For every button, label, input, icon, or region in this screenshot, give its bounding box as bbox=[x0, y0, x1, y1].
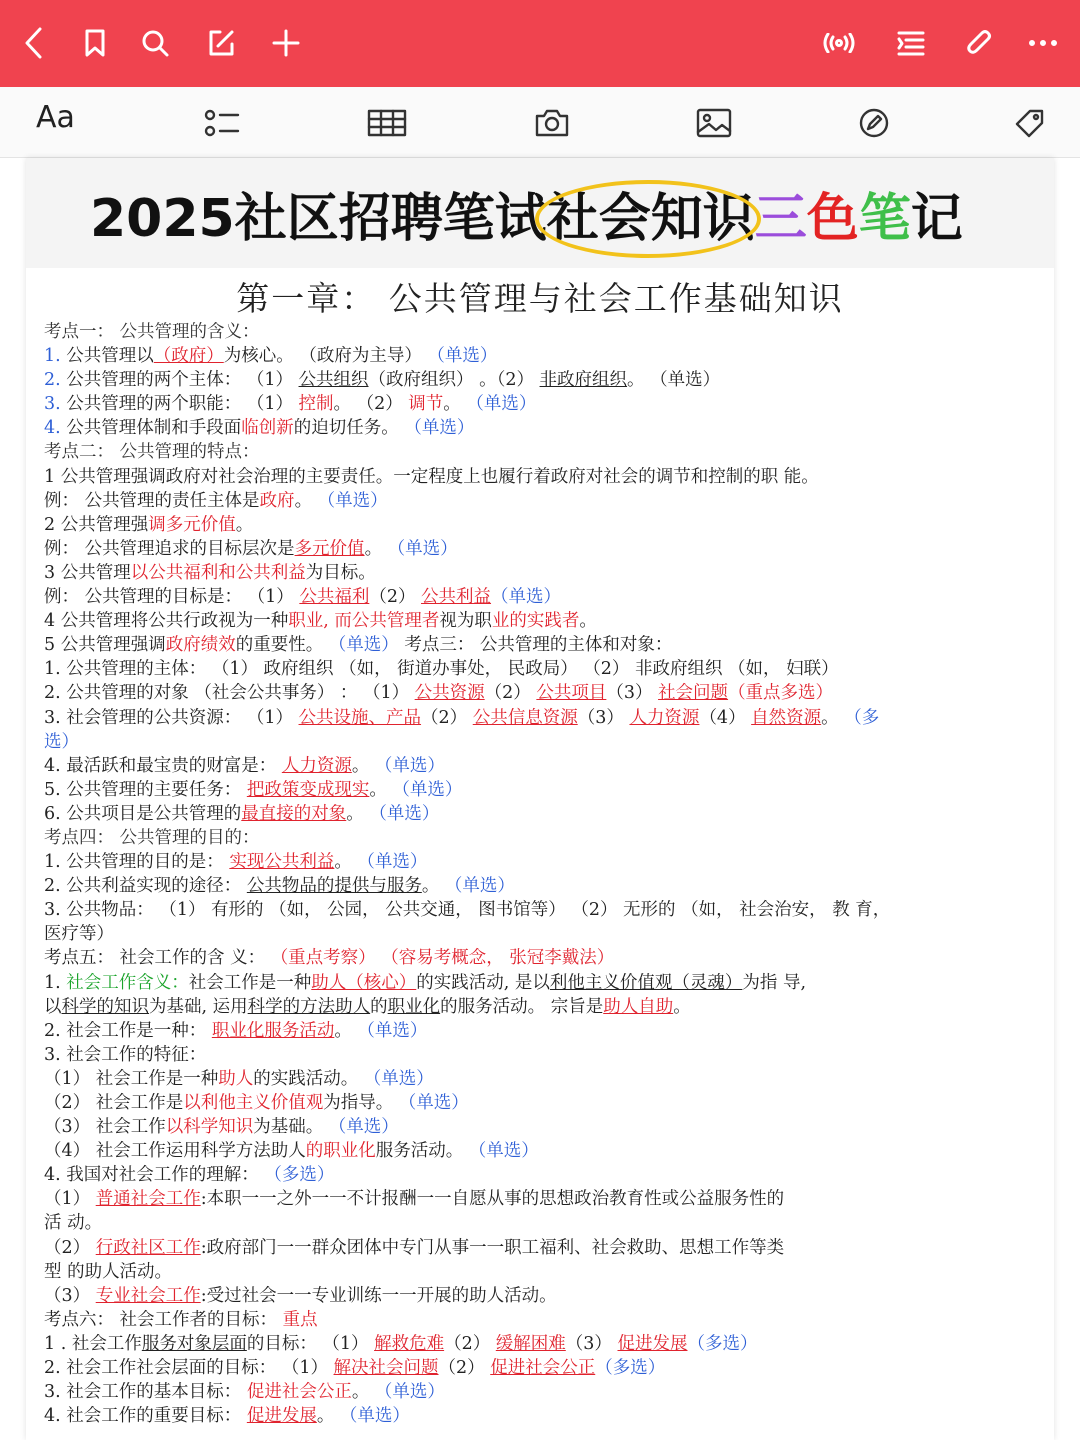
note-text: :政府部门一一群众团体中专门从事一一职工福利、社会救助、思想工作等类 bbox=[200, 1237, 785, 1258]
note-text: （单选） bbox=[328, 635, 399, 656]
note-text: 的实践活动, 是以 bbox=[416, 972, 550, 993]
note-line bbox=[44, 730, 1034, 754]
note-text: （多选） bbox=[595, 1358, 666, 1379]
note-line bbox=[44, 1067, 1034, 1091]
note-line bbox=[44, 1163, 1034, 1187]
note-text: （单选） bbox=[404, 418, 475, 439]
note-text: 促进社会公正 bbox=[246, 1382, 352, 1403]
note-text: （3） bbox=[565, 1333, 618, 1354]
note-text: 3. 社会工作的基本目标： bbox=[44, 1382, 247, 1403]
note-text: （1） 社会工作是一种 bbox=[44, 1068, 219, 1089]
note-text: 考点六： 社会工作者的目标： bbox=[44, 1309, 283, 1330]
note-text: （2） 社会工作是 bbox=[44, 1093, 184, 1113]
note-text: 科学的知识 bbox=[61, 996, 149, 1017]
note-text: 例： 公共管理的目标是： （1） bbox=[44, 587, 300, 608]
note-text: （2） bbox=[44, 1237, 96, 1258]
note-text: （单选） bbox=[374, 755, 445, 776]
note-text: 6. 公共项目是公共管理的 bbox=[44, 803, 242, 824]
note-text: 促进发展 bbox=[617, 1333, 688, 1354]
note-line bbox=[44, 633, 1034, 657]
note-text: 2. 公共利益实现的途径： bbox=[44, 876, 247, 897]
note-line bbox=[44, 922, 1034, 946]
note-text: 促进发展 bbox=[246, 1406, 317, 1427]
note-line bbox=[44, 513, 1034, 537]
note-text: （3） bbox=[606, 683, 659, 704]
note-text: （单选） bbox=[374, 1382, 445, 1403]
note-line bbox=[44, 778, 1034, 802]
note-line bbox=[44, 1380, 1034, 1404]
note-text: 。 bbox=[421, 876, 445, 897]
note-text: 4 公共管理将公共行政视为一种 bbox=[44, 611, 289, 632]
back-icon[interactable] bbox=[14, 22, 56, 64]
note-text: （4） 社会工作运用科学方法助人 bbox=[44, 1141, 306, 1162]
note-text: 公共管理以 bbox=[60, 346, 154, 367]
note-text: 2 公共管理强 bbox=[44, 514, 149, 535]
note-text: 公共项目 bbox=[536, 683, 607, 704]
note-text: 。 （2） bbox=[333, 394, 409, 415]
note-text: （单选） bbox=[317, 490, 388, 511]
note-text: 。 bbox=[369, 779, 393, 800]
note-text: 为核心。 （政府为主导） bbox=[223, 346, 428, 367]
note-text: 的目标： （1） bbox=[246, 1333, 375, 1354]
note-text: 公共设施、产品 bbox=[298, 707, 422, 728]
note-text: 的职业化 bbox=[305, 1141, 376, 1162]
note-text: 1 . 社会工作 bbox=[44, 1333, 142, 1354]
note-line bbox=[44, 1356, 1034, 1380]
banner-char-4: 记 bbox=[910, 189, 963, 249]
note-line bbox=[44, 1043, 1034, 1067]
note-text: （多选） bbox=[264, 1165, 335, 1186]
note-text: 例： 公共管理的责任主体是 bbox=[44, 490, 260, 511]
note-line bbox=[44, 971, 1034, 995]
banner-title bbox=[90, 186, 963, 252]
note-line bbox=[44, 681, 1034, 705]
note-text: 公共资源 bbox=[414, 683, 485, 704]
note-text: 考点三： 公共管理的主体和对象： bbox=[398, 635, 673, 656]
note-text: 。 bbox=[294, 490, 318, 511]
note-text: 职业化 bbox=[387, 996, 441, 1017]
note-text: 政府绩效 bbox=[165, 635, 236, 656]
note-text: 助人自助 bbox=[603, 996, 674, 1017]
note-text: 以公共福利和公共利益 bbox=[130, 562, 306, 583]
note-text: 行政社区工作 bbox=[95, 1237, 201, 1258]
note-text: 把政策变成现实 bbox=[246, 779, 370, 800]
note-text: 助人（核心） bbox=[311, 972, 417, 993]
note-line bbox=[44, 1211, 1034, 1235]
note-text: 考点二： 公共管理的特点： bbox=[44, 442, 260, 463]
note-line bbox=[44, 537, 1034, 561]
note-line bbox=[44, 1308, 1034, 1332]
note-text: 以利他主义价值观 bbox=[183, 1093, 324, 1113]
note-text: 4. 最活跃和最宝贵的财富是： bbox=[44, 755, 282, 776]
note-line bbox=[44, 1332, 1034, 1356]
note-text: 解决社会问题 bbox=[333, 1358, 439, 1379]
note-text: 为指 导, bbox=[742, 972, 807, 993]
note-text: 公共管理体制和手段面 bbox=[60, 418, 242, 439]
note-line bbox=[44, 585, 1034, 609]
text-style-button[interactable]: Aa bbox=[36, 100, 75, 135]
note-text: （单选） bbox=[369, 803, 440, 824]
note-text: 普通社会工作 bbox=[95, 1189, 201, 1210]
title-banner bbox=[26, 158, 1054, 268]
note-line bbox=[44, 1284, 1034, 1308]
note-text: 。 bbox=[235, 514, 254, 535]
note-text: （单选） bbox=[328, 1117, 399, 1138]
note-text: 3. bbox=[44, 394, 61, 415]
note-line bbox=[44, 754, 1034, 778]
broadcast-icon[interactable] bbox=[818, 22, 860, 64]
checklist-icon[interactable] bbox=[200, 101, 244, 145]
note-text: 以 bbox=[44, 996, 62, 1017]
note-text: 自然资源 bbox=[751, 707, 822, 728]
note-text: 社会工作是一种 bbox=[188, 972, 312, 993]
banner-circled: 社会知识 bbox=[547, 186, 755, 252]
note-line bbox=[44, 392, 1034, 416]
note-text: 5 公共管理强调 bbox=[44, 635, 166, 656]
note-text: 公共利益 bbox=[421, 587, 492, 608]
note-text: :本职一一之外一一不计报酬一一自愿从事的思想政治教育性或公益服务性的 bbox=[200, 1189, 785, 1210]
note-line bbox=[44, 561, 1034, 585]
note-text: （单选） bbox=[491, 587, 562, 608]
note-text: 。 bbox=[364, 538, 388, 559]
note-line bbox=[44, 416, 1034, 440]
note-text: 科学的方法助人 bbox=[247, 996, 371, 1017]
note-line bbox=[44, 802, 1034, 826]
note-text: 社会工作含义： bbox=[66, 972, 189, 993]
chapter-title: 第一章： 公共管理与社会工作基础知识 bbox=[236, 279, 844, 318]
camera-icon[interactable] bbox=[530, 101, 574, 145]
note-text: 公共管理的两个主体： （1） bbox=[60, 370, 299, 391]
note-text: 助人 bbox=[218, 1068, 254, 1089]
note-text: 非政府组织 bbox=[539, 370, 628, 391]
note-text: 公共组织 bbox=[298, 370, 369, 391]
note-text: 2. 公共管理的对象 （社会公共事务） ： （1） bbox=[44, 683, 415, 704]
note-line bbox=[44, 1187, 1034, 1211]
table-icon[interactable] bbox=[365, 101, 409, 145]
note-text: （多选） bbox=[687, 1333, 758, 1354]
note-text: （2） bbox=[444, 1333, 496, 1354]
banner-char-1: 三 bbox=[754, 189, 807, 249]
note-text: 促进社会公正 bbox=[490, 1358, 596, 1379]
note-line bbox=[44, 946, 1034, 970]
note-text: 的重要性。 bbox=[235, 635, 329, 656]
document-body bbox=[44, 320, 1034, 1428]
bookmark-icon[interactable] bbox=[74, 22, 116, 64]
note-text: 。 （单选） bbox=[627, 370, 721, 391]
note-text: 职业, 而公共管理者 bbox=[288, 611, 440, 632]
note-text: 为基础, 运用 bbox=[149, 996, 248, 1017]
note-text: 3. 公共物品： （1） 有形的 （如， 公园， 公共交通， 图书馆等） （2） 无形的 （如， 社会治安， 教 育， bbox=[44, 900, 891, 921]
add-icon[interactable] bbox=[265, 22, 307, 64]
note-page bbox=[26, 158, 1054, 1440]
note-line bbox=[44, 368, 1034, 392]
highlight-ring bbox=[535, 180, 761, 258]
note-text: 为目标。 bbox=[305, 562, 376, 583]
note-text: 考点一： 公共管理的含义： bbox=[44, 322, 260, 342]
note-text: 人力资源 bbox=[629, 707, 700, 728]
note-line bbox=[44, 706, 1034, 730]
note-text: 4. 社会工作的重要目标： bbox=[44, 1406, 247, 1427]
note-text: 调节 bbox=[408, 394, 444, 415]
note-text: 2. 社会工作是一种： bbox=[44, 1020, 212, 1041]
note-text: （2） bbox=[438, 1358, 491, 1379]
top-nav-bar bbox=[0, 0, 1080, 87]
note-text: 视为职 bbox=[439, 611, 492, 632]
note-text: 1 公共管理强调政府对社会治理的主要责任。一定程度上也履行着政府对社会的调节和控制的职 能。 bbox=[44, 466, 819, 487]
note-line bbox=[44, 657, 1034, 681]
note-text: 以科学知识 bbox=[165, 1117, 254, 1138]
note-line bbox=[44, 1236, 1034, 1260]
note-line bbox=[44, 1115, 1034, 1139]
note-text: 型 的助人活动。 bbox=[44, 1261, 173, 1282]
note-text: （4） bbox=[699, 707, 752, 728]
note-text: （单选） bbox=[357, 1020, 428, 1041]
note-text: （单选） bbox=[357, 852, 428, 873]
note-text: （单选） bbox=[392, 779, 463, 800]
note-text: 为基础。 bbox=[253, 1117, 329, 1138]
note-text: 人力资源 bbox=[281, 755, 352, 776]
note-text: 活 动。 bbox=[44, 1213, 103, 1234]
note-line bbox=[44, 826, 1034, 850]
note-text: （多 bbox=[844, 707, 880, 728]
note-text: 4. bbox=[44, 418, 61, 439]
note-text: 解救危难 bbox=[374, 1333, 445, 1354]
sketch-icon[interactable] bbox=[852, 101, 896, 145]
edit-icon[interactable] bbox=[200, 22, 242, 64]
note-text: 。 bbox=[316, 1406, 340, 1427]
note-text: 考点四： 公共管理的目的： bbox=[44, 827, 260, 848]
banner-char-3: 笔 bbox=[858, 189, 911, 249]
note-line bbox=[44, 1019, 1034, 1043]
attachment-icon[interactable] bbox=[958, 22, 1000, 64]
note-text: 为指导。 bbox=[323, 1093, 399, 1113]
note-line bbox=[44, 1404, 1034, 1428]
note-line bbox=[44, 995, 1034, 1019]
note-line bbox=[44, 489, 1034, 513]
note-text: 3. 社会工作的特征： bbox=[44, 1044, 207, 1065]
note-line bbox=[44, 344, 1034, 368]
note-line bbox=[44, 609, 1034, 633]
banner-char-2: 色 bbox=[806, 189, 859, 249]
note-text: （单选） bbox=[339, 1406, 410, 1427]
note-text: 利他主义价值观（灵魂） bbox=[549, 972, 743, 993]
note-text: 医疗等） bbox=[44, 924, 114, 945]
note-line bbox=[44, 850, 1034, 874]
note-text: （重点考察） （容易考概念， 张冠李戴法） bbox=[270, 948, 615, 969]
note-text: 5. 公共管理的主要任务： bbox=[44, 779, 247, 800]
note-text: 4. 我国对社会工作的理解： bbox=[44, 1165, 265, 1186]
note-text: 。 bbox=[334, 852, 358, 873]
note-text: 社会问题 bbox=[658, 683, 729, 704]
note-text: （单选） bbox=[466, 394, 537, 415]
note-line bbox=[44, 320, 1034, 344]
note-text: （3） bbox=[44, 1285, 96, 1306]
note-text: 2. bbox=[44, 370, 61, 391]
note-text: 。 bbox=[351, 755, 375, 776]
note-text: 的迫切任务。 bbox=[293, 418, 405, 439]
note-text: 。 bbox=[443, 394, 467, 415]
note-line bbox=[44, 874, 1034, 898]
note-text: 1. bbox=[44, 346, 61, 367]
note-text: （2） bbox=[484, 683, 537, 704]
note-text: 考点五： 社会工作的含 义： bbox=[44, 948, 271, 969]
note-text: 1. 公共管理的主体： （1） 政府组织 （如， 街道办事处， 民政局） （2） 非政府组织 （如， 妇联） bbox=[44, 659, 839, 680]
note-text: :受过社会一一专业训练一一开展的助人活动。 bbox=[200, 1285, 557, 1306]
more-icon[interactable] bbox=[1022, 22, 1064, 64]
note-text: （单选） bbox=[427, 346, 498, 367]
note-text: （1） bbox=[44, 1189, 96, 1210]
note-text: （单选） bbox=[387, 538, 458, 559]
note-text: 选） bbox=[44, 731, 79, 752]
note-text: 控制 bbox=[298, 394, 334, 415]
note-line bbox=[44, 1260, 1034, 1284]
note-text: （单选） bbox=[363, 1068, 434, 1089]
outline-icon[interactable] bbox=[890, 22, 932, 64]
search-icon[interactable] bbox=[134, 22, 176, 64]
note-text: （重点多选） bbox=[728, 683, 834, 704]
note-text: （2） bbox=[421, 707, 473, 728]
note-text: （单选） bbox=[468, 1141, 539, 1162]
note-text: 3 公共管理 bbox=[44, 562, 131, 583]
note-text: 。 bbox=[334, 1020, 358, 1041]
note-text: 。 bbox=[351, 1382, 375, 1403]
note-text: 多元价值 bbox=[294, 538, 365, 559]
note-text: 重点 bbox=[282, 1309, 318, 1330]
note-text: 公共福利 bbox=[299, 587, 370, 608]
tag-icon[interactable] bbox=[1008, 101, 1052, 145]
note-text: 例： 公共管理追求的目标层次是 bbox=[44, 538, 295, 559]
note-text: 临创新 bbox=[241, 418, 294, 439]
banner-prefix: 2025社区招聘笔试 bbox=[90, 189, 547, 249]
note-text: （2） bbox=[369, 587, 422, 608]
note-text: 政府 bbox=[259, 490, 295, 511]
note-text: （单选） bbox=[398, 1093, 469, 1113]
note-text: 职业化服务活动 bbox=[211, 1020, 335, 1041]
note-text: 服务活动。 bbox=[375, 1141, 469, 1162]
note-line bbox=[44, 1139, 1034, 1163]
note-text: 服务对象层面 bbox=[141, 1333, 247, 1354]
note-text: 2. 社会工作社会层面的目标： （1） bbox=[44, 1358, 334, 1379]
note-text: 1. 公共管理的目的是： bbox=[44, 852, 230, 873]
note-line bbox=[44, 1091, 1034, 1115]
note-text: 最直接的对象 bbox=[241, 803, 347, 824]
note-text: 1. bbox=[44, 972, 67, 993]
note-text: 公共管理的两个职能： （1） bbox=[60, 394, 299, 415]
note-text: （政府） bbox=[153, 346, 224, 367]
note-text: 公共物品的提供与服务 bbox=[246, 876, 422, 897]
note-text: 。 bbox=[673, 996, 691, 1017]
note-line bbox=[44, 465, 1034, 489]
note-text: 。 bbox=[821, 707, 845, 728]
note-text: 的实践活动。 bbox=[253, 1068, 364, 1089]
note-text: 。 bbox=[579, 611, 597, 632]
note-text: 3. 社会管理的公共资源： （1） bbox=[44, 707, 299, 728]
note-text: 业的实践者 bbox=[491, 611, 580, 632]
note-text: （单选） bbox=[444, 876, 515, 897]
note-line bbox=[44, 440, 1034, 464]
note-text: 专业社会工作 bbox=[95, 1285, 201, 1306]
note-text: 调多元价值 bbox=[148, 514, 236, 535]
image-icon[interactable] bbox=[692, 101, 736, 145]
note-text: 的服务活动。 宗旨是 bbox=[440, 996, 604, 1017]
note-line bbox=[44, 898, 1034, 922]
note-text: （3） 社会工作 bbox=[44, 1117, 166, 1138]
note-text: 公共信息资源 bbox=[472, 707, 578, 728]
note-text: 的 bbox=[370, 996, 388, 1017]
note-text: （3） bbox=[577, 707, 630, 728]
note-text: 。 bbox=[346, 803, 370, 824]
note-text: 实现公共利益 bbox=[229, 852, 335, 873]
note-text: 缓解困难 bbox=[495, 1333, 566, 1354]
note-text: （政府组织） 。（2） bbox=[368, 370, 540, 391]
